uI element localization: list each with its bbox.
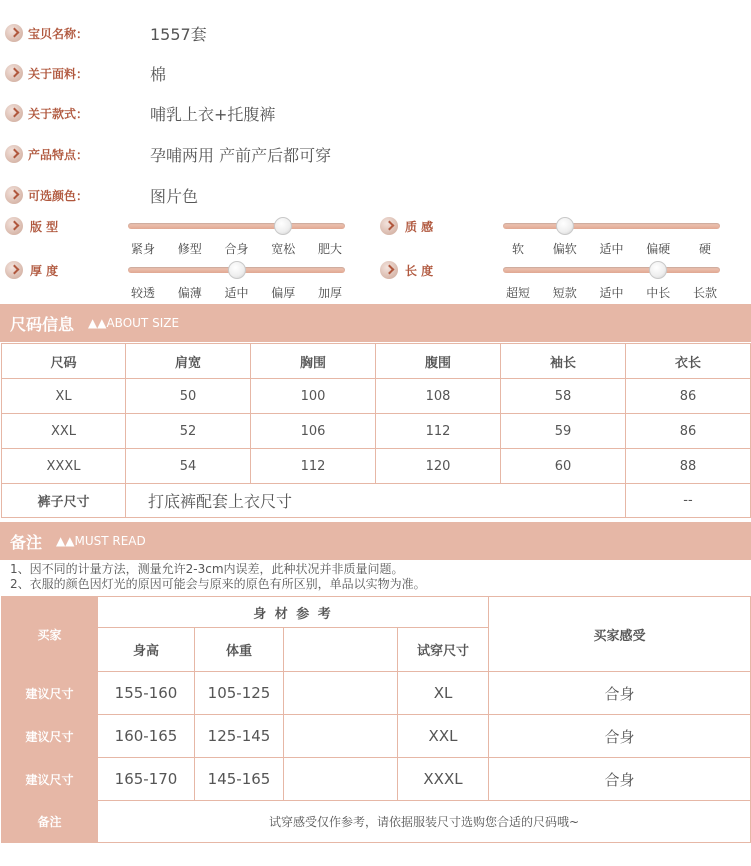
table-cell: 112 xyxy=(376,414,501,449)
size-value: XL xyxy=(398,672,489,715)
info-label: 产品特点： xyxy=(28,147,89,162)
slider-tick-label: 紧身 xyxy=(130,242,156,256)
info-value: 1557套 xyxy=(150,24,207,44)
row-label: 建议尺寸 xyxy=(2,672,98,715)
slider-tick-label: 长款 xyxy=(692,286,718,300)
weight-value: 125-145 xyxy=(195,715,284,758)
info-value: 棉 xyxy=(150,64,167,84)
size-table-header xyxy=(2,344,751,379)
notes-list xyxy=(10,562,426,592)
arrow-right-icon xyxy=(380,217,398,235)
slider-track xyxy=(128,267,345,273)
arrow-right-icon xyxy=(5,145,23,163)
pants-value: 打底裤配套上衣尺寸 xyxy=(126,484,626,518)
table-cell: 106 xyxy=(251,414,376,449)
table-row xyxy=(2,715,751,758)
table-cell: 120 xyxy=(376,449,501,484)
arrow-right-icon xyxy=(5,24,23,42)
info-value: 哺乳上衣+托腹裤 xyxy=(150,104,276,124)
height-value: 160-165 xyxy=(98,715,195,758)
empty-cell xyxy=(284,715,398,758)
table-row xyxy=(2,379,751,414)
weight-value: 105-125 xyxy=(195,672,284,715)
pants-row xyxy=(2,484,751,518)
table-cell: 58 xyxy=(501,379,626,414)
size-value: XXXL xyxy=(398,758,489,801)
pants-label: 裤子尺寸 xyxy=(2,484,126,518)
empty-cell xyxy=(284,758,398,801)
header-cell: 肩宽 xyxy=(126,344,251,379)
row-label: 建议尺寸 xyxy=(2,715,98,758)
info-value: 图片色 xyxy=(150,186,199,206)
slider-tick-label: 偏硬 xyxy=(646,242,671,256)
header-cell: 衣长 xyxy=(626,344,751,379)
slider-track xyxy=(503,267,720,273)
table-row xyxy=(2,414,751,449)
section-subtitle: ▲▲MUST READ xyxy=(56,534,146,548)
info-label: 可选颜色： xyxy=(28,188,89,203)
note-line: 1、因不同的计量方法，测量允许2-3cm内误差，此种状况并非质量问题。 xyxy=(10,562,404,576)
weight-label: 体重 xyxy=(195,628,284,672)
arrow-right-icon xyxy=(5,104,23,122)
section-subtitle: ▲▲ABOUT SIZE xyxy=(88,316,180,330)
table-cell: 112 xyxy=(251,449,376,484)
header-cell: 袖长 xyxy=(501,344,626,379)
slider-tick-label: 适中 xyxy=(599,242,624,256)
slider-tick-label: 中长 xyxy=(646,286,671,300)
feel-value: 合身 xyxy=(489,672,751,715)
slider-tick-label: 偏厚 xyxy=(271,286,296,300)
arrow-right-icon xyxy=(5,186,23,204)
slider-knob xyxy=(649,261,667,279)
slider-knob xyxy=(274,217,292,235)
table-cell: 86 xyxy=(626,414,751,449)
arrow-right-icon xyxy=(380,261,398,279)
slider-knob xyxy=(228,261,246,279)
slider-tick-label: 软 xyxy=(511,242,525,256)
empty-cell xyxy=(284,672,398,715)
body-ref-label: 身 材 参 考 xyxy=(98,597,489,628)
table-cell: 108 xyxy=(376,379,501,414)
slider-tick-label: 硬 xyxy=(698,242,712,256)
table-cell: 60 xyxy=(501,449,626,484)
note-line: 2、衣服的颜色因灯光的原因可能会与原来的原色有所区别，单品以实物为准。 xyxy=(10,577,426,591)
table-cell: 59 xyxy=(501,414,626,449)
slider-label: 版 型 xyxy=(30,220,59,234)
info-label: 关于面料： xyxy=(28,66,89,81)
body-reference-table xyxy=(1,596,751,843)
table-row xyxy=(2,672,751,715)
remark-row xyxy=(2,801,751,843)
empty-cell xyxy=(284,628,398,672)
size-table xyxy=(1,343,751,518)
table-cell: 52 xyxy=(126,414,251,449)
height-value: 155-160 xyxy=(98,672,195,715)
arrow-right-icon xyxy=(5,217,23,235)
weight-value: 145-165 xyxy=(195,758,284,801)
header-cell: 尺码 xyxy=(2,344,126,379)
remark-label: 备注 xyxy=(2,801,98,843)
slider-tick-label: 加厚 xyxy=(317,286,343,300)
remark-text: 试穿感受仅作参考，请依据服装尺寸选购您合适的尺码哦~ xyxy=(98,801,751,843)
try-size-label: 试穿尺寸 xyxy=(398,628,489,672)
section-title: 备注 xyxy=(10,532,43,552)
table-cell: 88 xyxy=(626,449,751,484)
slider-tick-label: 较透 xyxy=(130,286,156,300)
notes-section-header xyxy=(0,522,751,560)
table-row xyxy=(2,449,751,484)
slider-tick-label: 偏软 xyxy=(552,242,577,256)
slider-tick-label: 宽松 xyxy=(271,242,296,256)
table-cell: XXL xyxy=(2,414,126,449)
slider-knob xyxy=(556,217,574,235)
table-row xyxy=(2,758,751,801)
table-cell: 50 xyxy=(126,379,251,414)
pants-extra: -- xyxy=(626,484,751,518)
slider-tick-label: 适中 xyxy=(599,286,624,300)
info-label: 宝贝名称： xyxy=(28,26,89,41)
info-value: 孕哺两用 产前产后都可穿 xyxy=(150,145,332,165)
slider-label: 质 感 xyxy=(405,220,434,234)
slider-tick-label: 适中 xyxy=(224,286,249,300)
buyer-label: 买家 xyxy=(2,597,98,672)
height-label: 身高 xyxy=(98,628,195,672)
slider-tick-label: 超短 xyxy=(505,286,531,300)
size-section-header xyxy=(0,304,751,342)
header-cell: 腹围 xyxy=(376,344,501,379)
height-value: 165-170 xyxy=(98,758,195,801)
feel-value: 合身 xyxy=(489,715,751,758)
table-cell: XL xyxy=(2,379,126,414)
table-cell: 54 xyxy=(126,449,251,484)
arrow-right-icon xyxy=(5,64,23,82)
size-value: XXL xyxy=(398,715,489,758)
table-cell: XXXL xyxy=(2,449,126,484)
slider-tick-label: 合身 xyxy=(224,242,249,256)
slider-label: 厚 度 xyxy=(30,264,59,278)
row-label: 建议尺寸 xyxy=(2,758,98,801)
feel-value: 合身 xyxy=(489,758,751,801)
ref-header-row xyxy=(2,597,751,628)
slider-track xyxy=(503,223,720,229)
section-title: 尺码信息 xyxy=(10,314,75,334)
feel-label: 买家感受 xyxy=(489,597,751,672)
slider-tick-label: 短款 xyxy=(552,286,577,300)
slider-tick-label: 偏薄 xyxy=(177,286,202,300)
slider-track xyxy=(128,223,345,229)
table-cell: 100 xyxy=(251,379,376,414)
slider-tick-label: 肥大 xyxy=(317,242,343,256)
slider-tick-label: 修型 xyxy=(177,242,202,256)
arrow-right-icon xyxy=(5,261,23,279)
info-label: 关于款式： xyxy=(28,106,89,121)
table-cell: 86 xyxy=(626,379,751,414)
slider-label: 长 度 xyxy=(405,264,434,278)
header-cell: 胸围 xyxy=(251,344,376,379)
